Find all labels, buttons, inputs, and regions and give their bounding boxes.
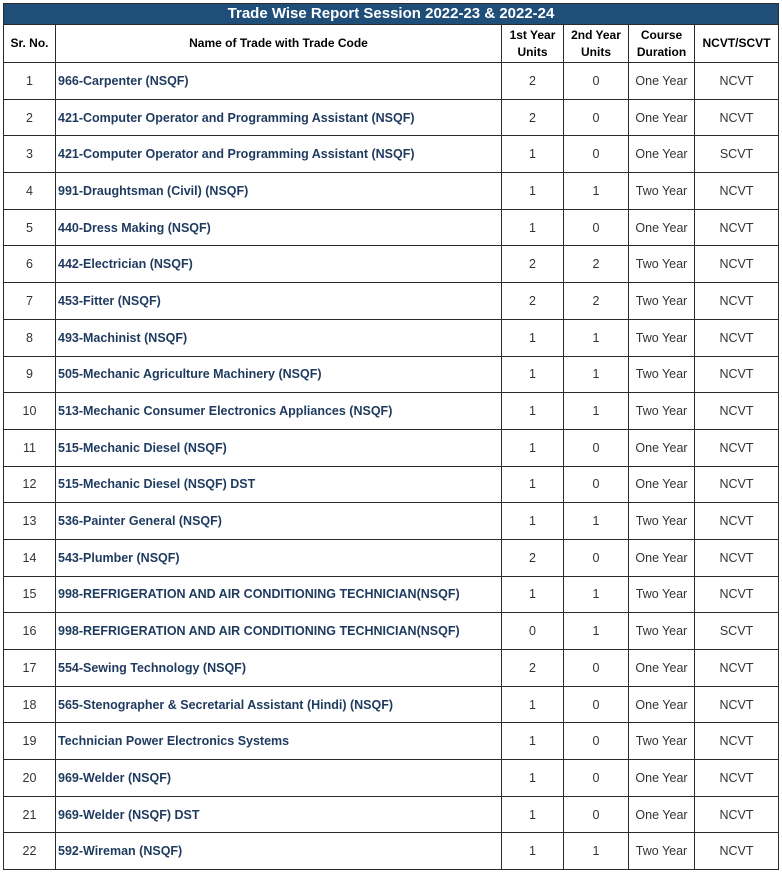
course-duration-cell: Two Year (629, 833, 695, 870)
table-row (4, 99, 779, 136)
second-year-units-cell: 0 (564, 209, 629, 246)
course-duration-cell: One Year (629, 429, 695, 466)
sr-no-cell: 20 (4, 760, 56, 797)
second-year-units-cell: 1 (564, 393, 629, 430)
table-body (4, 63, 779, 870)
course-duration-cell: One Year (629, 650, 695, 687)
table-row (4, 760, 779, 797)
course-duration-cell: One Year (629, 136, 695, 173)
table-row (4, 283, 779, 320)
table-row (4, 539, 779, 576)
sr-no-cell: 5 (4, 209, 56, 246)
sr-no-cell: 3 (4, 136, 56, 173)
table-row (4, 209, 779, 246)
council-cell: NCVT (695, 833, 779, 870)
sr-no-cell: 11 (4, 429, 56, 466)
course-duration-cell: Two Year (629, 723, 695, 760)
course-duration-cell: One Year (629, 760, 695, 797)
sr-no-cell: 22 (4, 833, 56, 870)
first-year-units-cell: 1 (502, 356, 564, 393)
trade-name-cell: 440-Dress Making (NSQF) (56, 209, 502, 246)
table-row (4, 466, 779, 503)
course-duration-cell: One Year (629, 99, 695, 136)
trade-name-cell: 421-Computer Operator and Programming Assistant (NSQF) (56, 136, 502, 173)
council-cell: NCVT (695, 539, 779, 576)
course-duration-cell: One Year (629, 209, 695, 246)
council-cell: NCVT (695, 576, 779, 613)
second-year-units-cell: 1 (564, 833, 629, 870)
second-year-units-cell: 1 (564, 613, 629, 650)
course-duration-cell: Two Year (629, 576, 695, 613)
first-year-units-cell: 2 (502, 539, 564, 576)
second-year-units-cell: 0 (564, 539, 629, 576)
second-year-units-cell: 0 (564, 429, 629, 466)
council-cell: NCVT (695, 283, 779, 320)
second-year-units-cell: 2 (564, 283, 629, 320)
header-first-year-line2: Units (517, 44, 548, 59)
council-cell: NCVT (695, 246, 779, 283)
council-cell: NCVT (695, 319, 779, 356)
trade-name-cell: 998-REFRIGERATION AND AIR CONDITIONING TECHNICIAN(NSQF) (56, 613, 502, 650)
sr-no-cell: 9 (4, 356, 56, 393)
second-year-units-cell: 1 (564, 319, 629, 356)
trade-name-cell: 543-Plumber (NSQF) (56, 539, 502, 576)
table-row (4, 833, 779, 870)
sr-no-cell: 14 (4, 539, 56, 576)
first-year-units-cell: 2 (502, 63, 564, 100)
council-cell: NCVT (695, 760, 779, 797)
second-year-units-cell: 0 (564, 99, 629, 136)
course-duration-cell: One Year (629, 796, 695, 833)
header-duration-line2: Duration (636, 44, 687, 59)
sr-no-cell: 10 (4, 393, 56, 430)
first-year-units-cell: 1 (502, 319, 564, 356)
course-duration-cell: Two Year (629, 613, 695, 650)
table-row (4, 796, 779, 833)
second-year-units-cell: 0 (564, 650, 629, 687)
second-year-units-cell: 0 (564, 723, 629, 760)
council-cell: SCVT (695, 136, 779, 173)
header-first-year (502, 25, 564, 63)
trade-name-cell: 421-Computer Operator and Programming Assistant (NSQF) (56, 99, 502, 136)
first-year-units-cell: 1 (502, 760, 564, 797)
table-row (4, 319, 779, 356)
first-year-units-cell: 1 (502, 393, 564, 430)
council-cell: NCVT (695, 63, 779, 100)
trade-name-cell: 554-Sewing Technology (NSQF) (56, 650, 502, 687)
council-cell: NCVT (695, 209, 779, 246)
first-year-units-cell: 2 (502, 283, 564, 320)
second-year-units-cell: 0 (564, 136, 629, 173)
header-second-year-line1: 2nd Year (571, 27, 621, 42)
header-council: NCVT/SCVT (695, 25, 779, 63)
council-cell: NCVT (695, 503, 779, 540)
course-duration-cell: Two Year (629, 173, 695, 210)
course-duration-cell: Two Year (629, 246, 695, 283)
header-duration-line1: Course (640, 27, 683, 42)
first-year-units-cell: 1 (502, 576, 564, 613)
second-year-units-cell: 1 (564, 576, 629, 613)
first-year-units-cell: 2 (502, 650, 564, 687)
course-duration-cell: One Year (629, 686, 695, 723)
sr-no-cell: 19 (4, 723, 56, 760)
header-second-year-line2: Units (581, 44, 611, 59)
first-year-units-cell: 1 (502, 503, 564, 540)
table-row (4, 63, 779, 100)
first-year-units-cell: 1 (502, 209, 564, 246)
second-year-units-cell: 2 (564, 246, 629, 283)
second-year-units-cell: 1 (564, 173, 629, 210)
table-row (4, 613, 779, 650)
second-year-units-cell: 0 (564, 466, 629, 503)
first-year-units-cell: 0 (502, 613, 564, 650)
table-row (4, 650, 779, 687)
sr-no-cell: 18 (4, 686, 56, 723)
sr-no-cell: 4 (4, 173, 56, 210)
second-year-units-cell: 1 (564, 503, 629, 540)
trade-name-cell: 513-Mechanic Consumer Electronics Appliances (NSQF) (56, 393, 502, 430)
trade-name-cell: 505-Mechanic Agriculture Machinery (NSQF) (56, 356, 502, 393)
first-year-units-cell: 1 (502, 466, 564, 503)
first-year-units-cell: 1 (502, 136, 564, 173)
header-sr-no: Sr. No. (4, 25, 56, 63)
second-year-units-cell: 0 (564, 760, 629, 797)
trade-name-cell: 969-Welder (NSQF) DST (56, 796, 502, 833)
course-duration-cell: Two Year (629, 283, 695, 320)
first-year-units-cell: 1 (502, 796, 564, 833)
trade-name-cell: 493-Machinist (NSQF) (56, 319, 502, 356)
council-cell: SCVT (695, 613, 779, 650)
council-cell: NCVT (695, 429, 779, 466)
trade-name-cell: 592-Wireman (NSQF) (56, 833, 502, 870)
sr-no-cell: 17 (4, 650, 56, 687)
second-year-units-cell: 0 (564, 796, 629, 833)
table-row (4, 356, 779, 393)
first-year-units-cell: 2 (502, 99, 564, 136)
first-year-units-cell: 1 (502, 429, 564, 466)
header-row (4, 25, 779, 63)
table-row (4, 393, 779, 430)
table-row (4, 576, 779, 613)
second-year-units-cell: 1 (564, 356, 629, 393)
trade-name-cell: 453-Fitter (NSQF) (56, 283, 502, 320)
report-title: Trade Wise Report Session 2022-23 & 2022-24 (4, 4, 779, 25)
sr-no-cell: 8 (4, 319, 56, 356)
sr-no-cell: 2 (4, 99, 56, 136)
course-duration-cell: Two Year (629, 393, 695, 430)
trade-name-cell: 565-Stenographer & Secretarial Assistant (Hindi) (NSQF) (56, 686, 502, 723)
first-year-units-cell: 2 (502, 246, 564, 283)
council-cell: NCVT (695, 650, 779, 687)
header-second-year (564, 25, 629, 63)
trade-name-cell: 442-Electrician (NSQF) (56, 246, 502, 283)
second-year-units-cell: 0 (564, 63, 629, 100)
trade-name-cell: 969-Welder (NSQF) (56, 760, 502, 797)
header-first-year-line1: 1st Year (509, 27, 556, 42)
trade-name-cell: 515-Mechanic Diesel (NSQF) DST (56, 466, 502, 503)
table-row (4, 686, 779, 723)
sr-no-cell: 15 (4, 576, 56, 613)
sr-no-cell: 13 (4, 503, 56, 540)
trade-name-cell: 998-REFRIGERATION AND AIR CONDITIONING TECHNICIAN(NSQF) (56, 576, 502, 613)
sr-no-cell: 6 (4, 246, 56, 283)
table-row (4, 429, 779, 466)
course-duration-cell: One Year (629, 466, 695, 503)
table-row (4, 173, 779, 210)
trade-name-cell: 966-Carpenter (NSQF) (56, 63, 502, 100)
course-duration-cell: Two Year (629, 503, 695, 540)
course-duration-cell: One Year (629, 539, 695, 576)
first-year-units-cell: 1 (502, 686, 564, 723)
council-cell: NCVT (695, 686, 779, 723)
council-cell: NCVT (695, 796, 779, 833)
council-cell: NCVT (695, 723, 779, 760)
table-row (4, 503, 779, 540)
council-cell: NCVT (695, 173, 779, 210)
course-duration-cell: Two Year (629, 356, 695, 393)
council-cell: NCVT (695, 99, 779, 136)
council-cell: NCVT (695, 393, 779, 430)
report-container (3, 3, 778, 870)
trade-name-cell: 515-Mechanic Diesel (NSQF) (56, 429, 502, 466)
first-year-units-cell: 1 (502, 723, 564, 760)
trade-name-cell: 991-Draughtsman (Civil) (NSQF) (56, 173, 502, 210)
table-row (4, 246, 779, 283)
council-cell: NCVT (695, 466, 779, 503)
sr-no-cell: 1 (4, 63, 56, 100)
sr-no-cell: 12 (4, 466, 56, 503)
course-duration-cell: One Year (629, 63, 695, 100)
second-year-units-cell: 0 (564, 686, 629, 723)
header-duration (629, 25, 695, 63)
trade-name-cell: 536-Painter General (NSQF) (56, 503, 502, 540)
sr-no-cell: 21 (4, 796, 56, 833)
header-trade: Name of Trade with Trade Code (56, 25, 502, 63)
trade-name-cell: Technician Power Electronics Systems (56, 723, 502, 760)
table-row (4, 136, 779, 173)
first-year-units-cell: 1 (502, 173, 564, 210)
sr-no-cell: 7 (4, 283, 56, 320)
table-row (4, 723, 779, 760)
trade-report-table (3, 3, 779, 870)
first-year-units-cell: 1 (502, 833, 564, 870)
sr-no-cell: 16 (4, 613, 56, 650)
council-cell: NCVT (695, 356, 779, 393)
course-duration-cell: Two Year (629, 319, 695, 356)
